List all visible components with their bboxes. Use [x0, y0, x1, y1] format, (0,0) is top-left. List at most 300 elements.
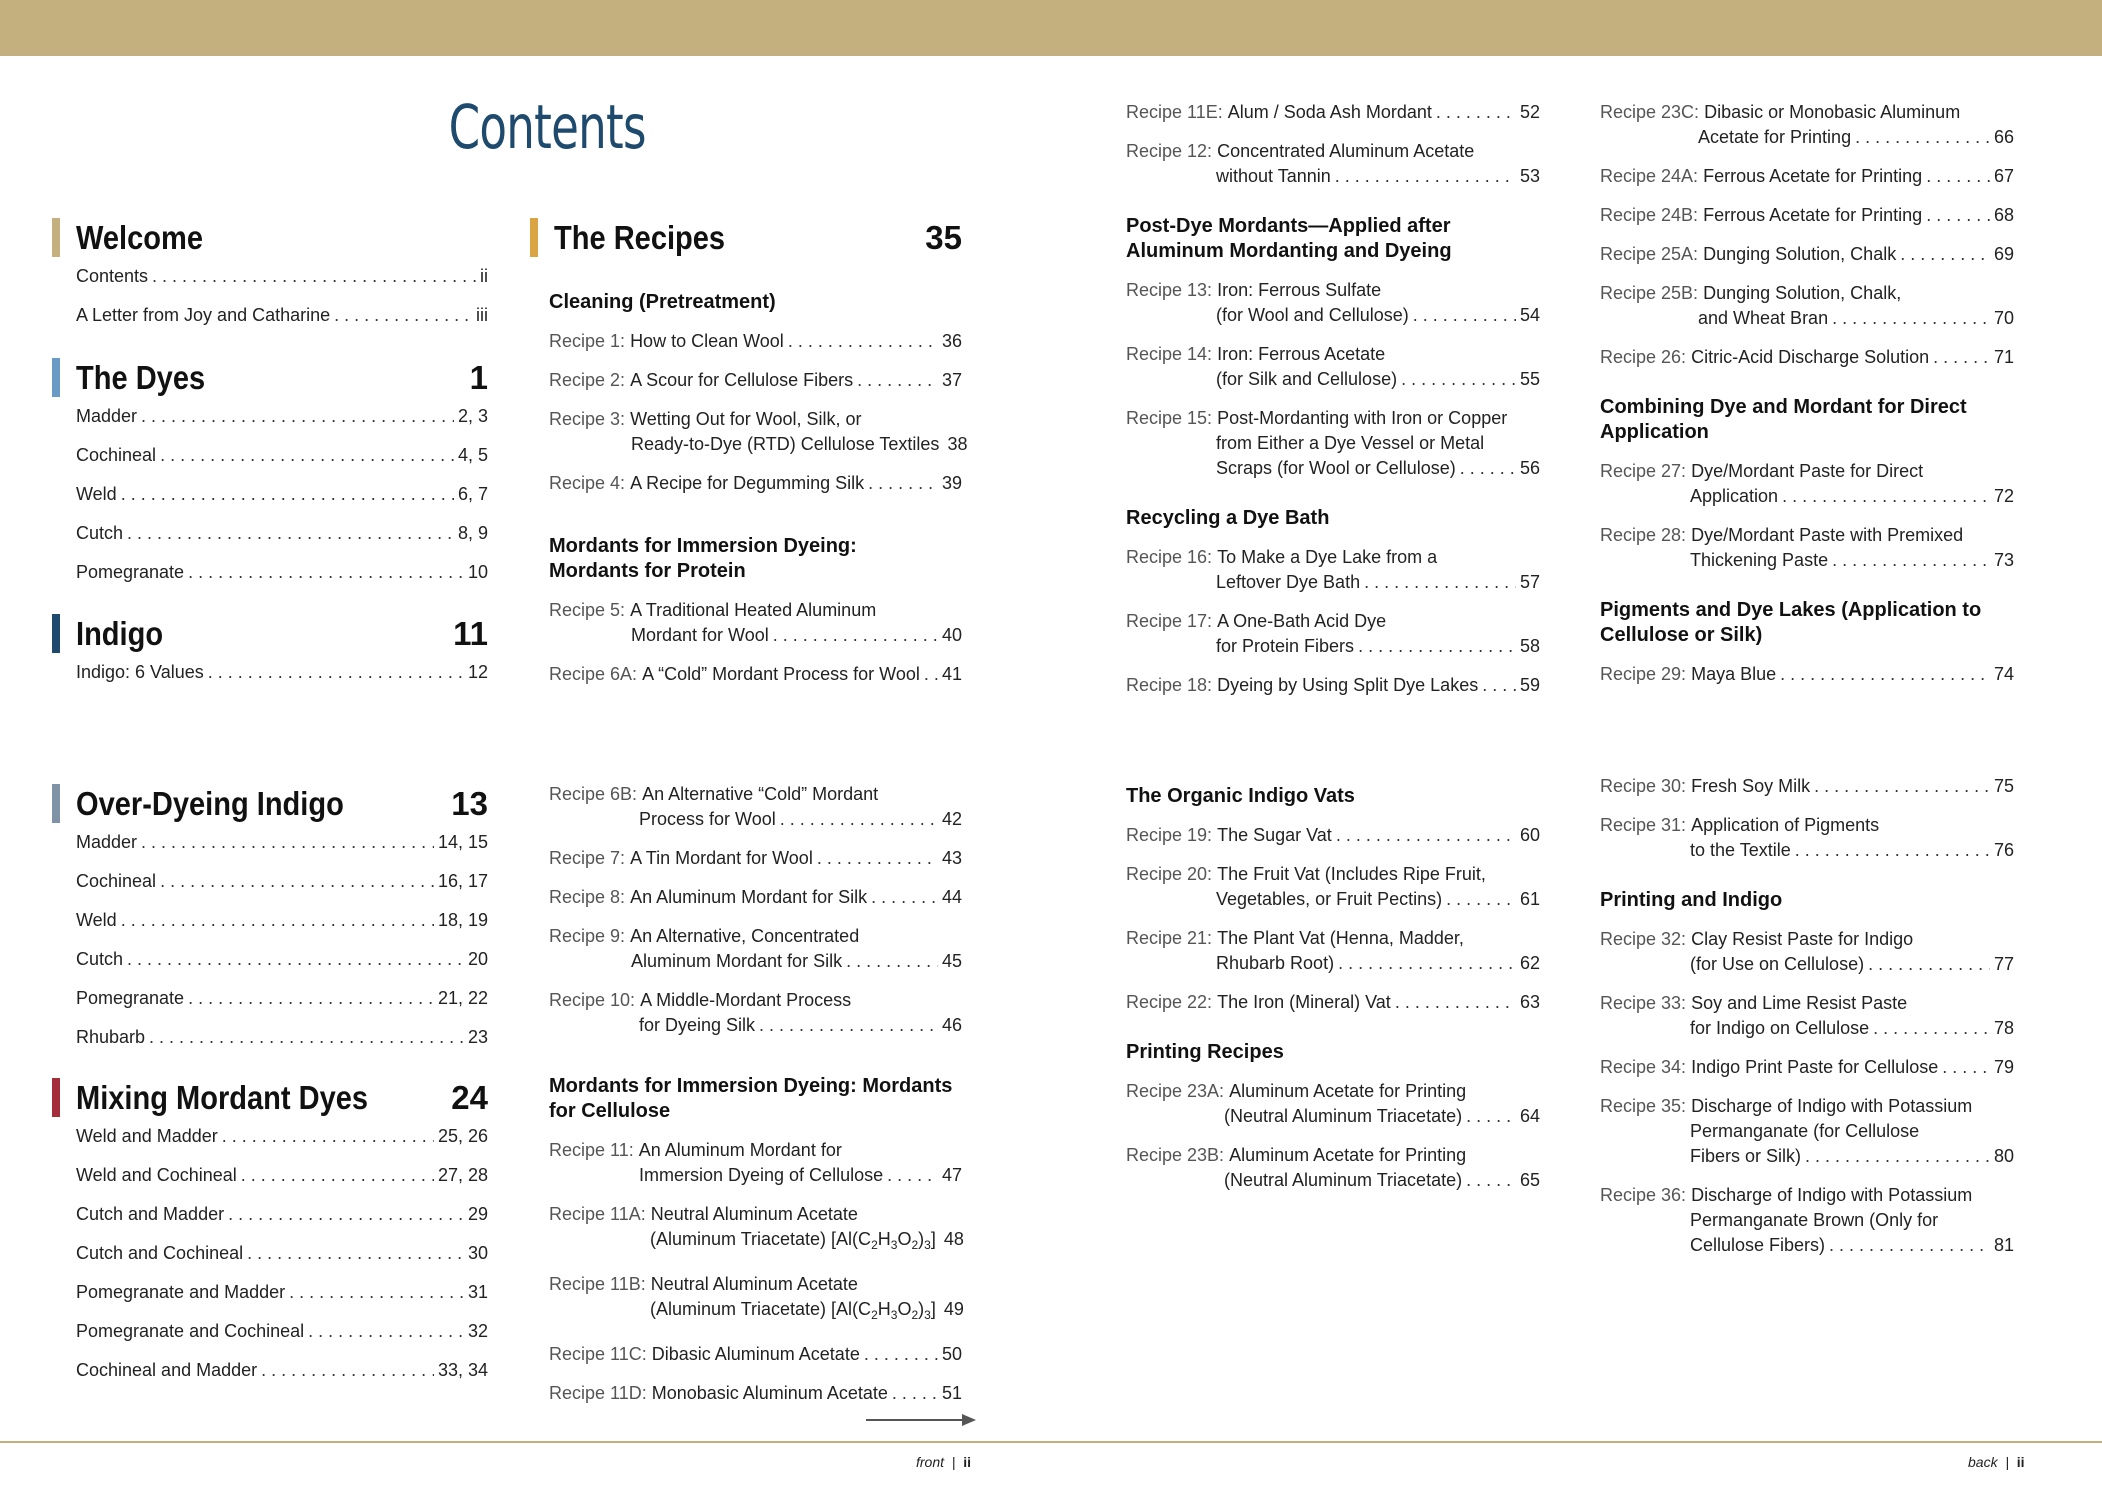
section-header [52, 1078, 488, 1117]
recipe-entry [1600, 662, 2014, 687]
toc-entry [52, 947, 488, 972]
recipe-entry [549, 368, 962, 393]
entry-label: Cutch [76, 949, 124, 969]
heading-pigments-2: Cellulose or Silk) [1600, 624, 1763, 646]
protein-group [549, 534, 962, 687]
recipe-title-continued: for Dyeing Silk [639, 1015, 756, 1035]
footer-right: back | ii [1968, 1454, 2025, 1470]
section-the-dyes-wrap [52, 358, 488, 585]
recipe-title-continued: (for Wool and Cellulose) [1216, 305, 1409, 325]
toc-entry [52, 1280, 488, 1305]
recipe-title-continued: Immersion Dyeing of Cellulose [639, 1165, 884, 1185]
page-number: 47 [941, 1165, 962, 1185]
entry-label: Weld [76, 910, 117, 930]
entry-label: Pomegranate [76, 988, 185, 1008]
recipe-title: A Recipe for Degumming Silk [630, 473, 865, 493]
cellulose-group [549, 1074, 969, 1406]
page-number: 53 [1519, 166, 1540, 186]
continue-arrow-icon [866, 1412, 976, 1428]
recipe-title: A Scour for Cellulose Fibers [630, 370, 854, 390]
entry-label: Pomegranate and Madder [76, 1282, 286, 1302]
heading-combining-1: Combining Dye and Mordant for Direct [1600, 396, 1967, 418]
entry-label: Weld and Cochineal [76, 1165, 237, 1185]
recipe-number: Recipe 34: [1600, 1057, 1687, 1077]
combining-list [1600, 459, 2014, 573]
page-number: 48 [943, 1229, 964, 1249]
recipe-entry [1600, 203, 2014, 228]
recipe-entry [1126, 278, 1540, 328]
page-number: 65 [1519, 1170, 1540, 1190]
recipe-title: A Middle-Mordant Process [640, 990, 852, 1010]
recipe-number: Recipe 26: [1600, 347, 1687, 367]
entry-page: 31 [467, 1282, 488, 1302]
entry-page: 29 [467, 1204, 488, 1224]
recipe-number: Recipe 24A: [1600, 166, 1699, 186]
recipe-title: Citric-Acid Discharge Solution [1691, 347, 1930, 367]
entry-page: 21, 22 [437, 988, 488, 1008]
recipe-entry [549, 598, 962, 648]
entry-label: Weld [76, 484, 117, 504]
entry-page: 12 [467, 662, 488, 682]
recipe-11d [549, 1381, 962, 1406]
page-number: 46 [941, 1015, 962, 1035]
toc-entry [52, 404, 488, 429]
recipe-title: Aluminum Acetate for Printing [1229, 1145, 1467, 1165]
recipe-number: Recipe 14: [1126, 344, 1213, 364]
toc-entry [52, 1319, 488, 1344]
heading-printing-indigo: Printing and Indigo [1600, 889, 1783, 911]
recipe-entry [1600, 345, 2014, 370]
recipe-number: Recipe 15: [1126, 408, 1213, 428]
page-number: 73 [1993, 550, 2014, 570]
toc-entry [52, 1025, 488, 1050]
recipe-number: Recipe 19: [1126, 825, 1213, 845]
recipe-number: Recipe 24B: [1600, 205, 1699, 225]
heading-organic-vats: The Organic Indigo Vats [1126, 785, 1355, 807]
recipe-entry [549, 662, 962, 687]
recipe-number: Recipe 23A: [1126, 1081, 1225, 1101]
recipe-entry [1600, 774, 2014, 799]
recipe-number: Recipe 18: [1126, 675, 1213, 695]
page-number: 72 [1993, 486, 2014, 506]
page-number: 57 [1519, 572, 1540, 592]
recipe-title-continued: Permanganate (for Cellulose [1690, 1121, 1920, 1141]
page-number: 58 [1519, 636, 1540, 656]
recipe-entry [1600, 991, 2014, 1041]
entry-page: 2, 3 [457, 406, 488, 426]
heading-recycling: Recycling a Dye Bath [1126, 507, 1330, 529]
recipe-entry [1126, 609, 1540, 659]
toc-entry [52, 443, 488, 468]
recipe-entry [1600, 1055, 2014, 1080]
section-name: Welcome [76, 218, 203, 256]
entry-label: Weld and Madder [76, 1126, 218, 1146]
recipe-title: An Aluminum Mordant for Silk [630, 887, 868, 907]
recipe-title: An Alternative “Cold” Mordant [642, 784, 879, 804]
recipe-entry [1126, 1079, 1540, 1129]
page-number: 54 [1519, 305, 1540, 325]
toc-entry [52, 660, 488, 685]
page-number: 38 [947, 434, 968, 454]
entry-page: 20 [467, 949, 488, 969]
heading-pigments-1: Pigments and Dye Lakes (Application to [1600, 599, 1982, 621]
entry-label: Rhubarb [76, 1027, 146, 1047]
recipe-entry [549, 407, 968, 457]
section-color-bar [530, 218, 538, 257]
recipe-number: Recipe 16: [1126, 547, 1213, 567]
recipe-title: Dibasic or Monobasic Aluminum [1704, 102, 1961, 122]
recipe-title-continued: Permanganate Brown (Only for [1690, 1210, 1939, 1230]
recipe-number: Recipe 13: [1126, 280, 1213, 300]
recipe-entry [1600, 242, 2014, 267]
recipe-title-continued: to the Textile [1690, 840, 1791, 860]
recipe-title-continued: Aluminum Mordant for Silk [631, 951, 843, 971]
recipe-title: Dibasic Aluminum Acetate [651, 1344, 860, 1364]
recipe-title: Concentrated Aluminum Acetate [1217, 141, 1475, 161]
entry-page: iii [476, 305, 488, 325]
recycling-list [1126, 545, 1540, 698]
section-header [52, 614, 488, 653]
recipes-11e-12 [1126, 100, 1540, 189]
top-color-band [0, 0, 2102, 56]
entry-page: 16, 17 [437, 871, 488, 891]
section-name: Indigo [76, 614, 164, 652]
page-number: 63 [1519, 992, 1540, 1012]
recipe-number: Recipe 1: [549, 331, 626, 351]
heading-cleaning: Cleaning (Pretreatment) [549, 291, 776, 313]
section-items [52, 830, 488, 1050]
page-number: 52 [1519, 102, 1540, 122]
cleaning-group [549, 290, 968, 496]
recipe-title: Alum / Soda Ash Mordant [1227, 102, 1432, 122]
section-header [52, 784, 488, 823]
recipe-entry [1126, 990, 1540, 1015]
recipe-number: Recipe 35: [1600, 1096, 1687, 1116]
entry-page: 10 [467, 562, 488, 582]
entry-page: 4, 5 [457, 445, 488, 465]
entry-label: Pomegranate and Cochineal [76, 1321, 305, 1341]
recipe-title-continued: and Wheat Bran [1698, 308, 1829, 328]
recipe-title: The Fruit Vat (Includes Ripe Fruit, [1217, 864, 1486, 884]
recipe-number: Recipe 30: [1600, 776, 1687, 796]
recipe-number: Recipe 25B: [1600, 283, 1699, 303]
entry-page: ii [480, 266, 488, 286]
entry-label: Cochineal [76, 871, 157, 891]
heading-combining-2: Application [1600, 421, 1709, 443]
protein-list-b [549, 782, 962, 1038]
page-number: 70 [1993, 308, 2014, 328]
section-color-bar [52, 784, 60, 823]
section-items [52, 660, 488, 685]
recipe-entry [1126, 342, 1540, 392]
column-4 [1600, 100, 2014, 687]
recipe-entry [1126, 1143, 1540, 1193]
entry-page: 32 [467, 1321, 488, 1341]
toc-entry [52, 1124, 488, 1149]
entry-label: Cochineal and Madder [76, 1360, 258, 1380]
recipe-title: A “Cold” Mordant Process for Wool [642, 664, 920, 684]
recipe-title: The Plant Vat (Henna, Madder, [1217, 928, 1464, 948]
recipe-title: An Aluminum Mordant for [638, 1140, 842, 1160]
recipe-entry [1600, 523, 2014, 573]
recipe-number: Recipe 27: [1600, 461, 1687, 481]
page-number: 68 [1993, 205, 2014, 225]
section-color-bar [52, 614, 60, 653]
recipe-entry [549, 924, 962, 974]
heading-cellulose-2: for Cellulose [549, 1100, 671, 1122]
section-welcome [52, 218, 488, 328]
recipe-title: Ferrous Acetate for Printing [1703, 166, 1923, 186]
section-items [52, 404, 488, 585]
section-items [52, 1124, 488, 1383]
page-number: 36 [941, 331, 962, 351]
page-number: 56 [1519, 458, 1540, 478]
section-page: 1 [469, 358, 488, 396]
page-number: 60 [1519, 825, 1540, 845]
pigments-list-continued [1600, 774, 2014, 863]
heading-post-dye-2: Aluminum Mordanting and Dyeing [1126, 240, 1452, 262]
recipe-number: Recipe 11E: [1126, 102, 1223, 122]
recipe-title-continued: Process for Wool [639, 809, 776, 829]
recipe-entry [549, 329, 962, 354]
page-number: 62 [1519, 953, 1540, 973]
toc-entry [52, 264, 488, 289]
section-name: Mixing Mordant Dyes [76, 1078, 369, 1116]
recipe-title-continued: Rhubarb Root) [1216, 953, 1335, 973]
section-over-dyeing-wrap [52, 784, 488, 1050]
recipe-title: Aluminum Acetate for Printing [1229, 1081, 1467, 1101]
recipe-entry [1600, 459, 2014, 509]
page-number: 44 [941, 887, 962, 907]
page-number: 59 [1519, 675, 1540, 695]
recipe-title-continued: Acetate for Printing [1698, 127, 1852, 147]
page-number: 41 [941, 664, 962, 684]
recipe-entry [549, 1138, 962, 1188]
toc-entry [52, 521, 488, 546]
recipes-23c-26 [1600, 100, 2014, 370]
page-number: 71 [1993, 347, 2014, 367]
page-number: 40 [941, 625, 962, 645]
page-number: 80 [1993, 1146, 2014, 1166]
page-number: 37 [941, 370, 962, 390]
recipe-number: Recipe 12: [1126, 141, 1213, 161]
recipe-number: Recipe 9: [549, 926, 626, 946]
recipe-number: Recipe 17: [1126, 611, 1213, 631]
recipe-number: Recipe 23C: [1600, 102, 1700, 122]
recipe-title: How to Clean Wool [630, 331, 784, 351]
page-number: 66 [1993, 127, 2014, 147]
recipe-title: Dye/Mordant Paste with Premixed [1691, 525, 1964, 545]
section-name: The Dyes [76, 358, 206, 396]
recipe-title: A Tin Mordant for Wool [630, 848, 813, 868]
recipe-entry [1126, 823, 1540, 848]
recipe-title-continued: Thickening Paste [1690, 550, 1829, 570]
entry-page: 27, 28 [437, 1165, 488, 1185]
recipe-title: Monobasic Aluminum Acetate [651, 1383, 888, 1403]
recipe-number: Recipe 7: [549, 848, 626, 868]
toc-entry [52, 830, 488, 855]
recipe-title: The Iron (Mineral) Vat [1217, 992, 1391, 1012]
section-page: 35 [925, 218, 962, 256]
protein-list-a [549, 598, 962, 687]
page-number: 79 [1993, 1057, 2014, 1077]
organic-vats-list [1126, 823, 1540, 1015]
section-over-dyeing-indigo [52, 784, 488, 1050]
entry-label: Cutch and Cochineal [76, 1243, 244, 1263]
recipe-number: Recipe 10: [549, 990, 636, 1010]
recipe-title-continued: Cellulose Fibers) [1690, 1235, 1826, 1255]
recipe-entry [549, 1381, 962, 1406]
recipe-title-continued: (for Silk and Cellulose) [1216, 369, 1398, 389]
recipe-number: Recipe 4: [549, 473, 626, 493]
recipe-title-continued: Ready-to-Dye (RTD) Cellulose Textiles [631, 434, 940, 454]
section-mixing-mordant-dyes [52, 1078, 488, 1383]
heading-protein-1: Mordants for Immersion Dyeing: [549, 535, 857, 557]
recipe-entry [1600, 164, 2014, 189]
recipe-title: Ferrous Acetate for Printing [1703, 205, 1923, 225]
recipes-section-header [530, 218, 962, 257]
entry-page: 33, 34 [437, 1360, 488, 1380]
recipe-number: Recipe 21: [1126, 928, 1213, 948]
page-number: 64 [1519, 1106, 1540, 1126]
section-header [52, 358, 488, 397]
recipe-title: Dyeing by Using Split Dye Lakes [1217, 675, 1479, 695]
recipe-number: Recipe 25A: [1600, 244, 1699, 264]
recipe-title: Application of Pigments [1691, 815, 1880, 835]
recipe-number: Recipe 6B: [549, 784, 638, 804]
recipe-title: Maya Blue [1691, 664, 1777, 684]
recipe-11a: Recipe 11A: Neutral Aluminum Acetate (Aluminum Triacetate) $[Al(C_2H_3O_2)_3]$ 48 [549, 1204, 964, 1252]
recipe-entry [549, 782, 962, 832]
page-number: 75 [1993, 776, 2014, 796]
toc-entry [52, 908, 488, 933]
recipe-11c [549, 1342, 962, 1367]
page-number: 61 [1519, 889, 1540, 909]
recipe-title-continued: for Indigo on Cellulose [1690, 1018, 1870, 1038]
entry-label: Madder [76, 832, 138, 852]
recipe-number: Recipe 6A: [549, 664, 638, 684]
section-name: Over-Dyeing Indigo [76, 784, 344, 822]
recipe-title: The Sugar Vat [1217, 825, 1332, 845]
recipe-number: Recipe 3: [549, 409, 626, 429]
recipe-title-continued: without Tannin [1216, 166, 1331, 186]
page-number: 77 [1993, 954, 2014, 974]
entry-page: 18, 19 [437, 910, 488, 930]
section-indigo [52, 614, 488, 685]
recipe-title-continued: Scraps (for Wool or Cellulose) [1216, 458, 1456, 478]
column-3 [1126, 100, 1540, 698]
column-3-lower [1126, 784, 1540, 1193]
heading-cellulose-1: Mordants for Immersion Dyeing: Mordants [549, 1075, 953, 1097]
toc-entry [52, 303, 488, 328]
section-items [52, 264, 488, 328]
footer-left: front | ii [916, 1454, 971, 1470]
recipe-entry [1126, 862, 1540, 912]
recipe-number: Recipe 22: [1126, 992, 1213, 1012]
recipe-entry [1600, 927, 2014, 977]
recipe-title: Wetting Out for Wool, Silk, or [630, 409, 862, 429]
page-number: 69 [1993, 244, 2014, 264]
section-mixing-wrap [52, 1078, 488, 1383]
heading-printing-recipes: Printing Recipes [1126, 1041, 1284, 1063]
entry-label: Contents [76, 266, 149, 286]
entry-label: Madder [76, 406, 138, 426]
page-number: 39 [941, 473, 962, 493]
recipe-entry [549, 471, 962, 496]
recipe-title-continued: Leftover Dye Bath [1216, 572, 1361, 592]
recipe-title-continued: (Neutral Aluminum Triacetate) [1224, 1170, 1463, 1190]
printing-recipes-list [1126, 1079, 1540, 1193]
recipe-title: Discharge of Indigo with Potassium [1691, 1096, 1973, 1116]
page-number: 43 [941, 848, 962, 868]
recipe-title: Dunging Solution, Chalk [1703, 244, 1897, 264]
recipe-title-continued: from Either a Dye Vessel or Metal [1216, 433, 1485, 453]
section-page: 11 [453, 614, 488, 652]
recipe-number: Recipe 23B: [1126, 1145, 1225, 1165]
recipe-number: Recipe 11C: [549, 1344, 647, 1364]
section-header [52, 218, 488, 257]
recipe-title: Discharge of Indigo with Potassium [1691, 1185, 1973, 1205]
recipe-entry [1600, 813, 2014, 863]
recipe-title-continued: Vegetables, or Fruit Pectins) [1216, 889, 1443, 909]
toc-entry [52, 986, 488, 1011]
recipe-title: Iron: Ferrous Acetate [1217, 344, 1386, 364]
page-number: 55 [1519, 369, 1540, 389]
entry-label: Cutch [76, 523, 124, 543]
toc-entry [52, 1163, 488, 1188]
section-color-bar [52, 218, 60, 257]
recipe-title: A One-Bath Acid Dye [1217, 611, 1387, 631]
recipe-entry [1600, 100, 2014, 150]
recipe-number: Recipe 20: [1126, 864, 1213, 884]
heading-protein-2: Mordants for Protein [549, 560, 746, 582]
entry-page: 23 [467, 1027, 488, 1047]
page-number: 51 [941, 1383, 962, 1403]
section-color-bar [52, 1078, 60, 1117]
recipe-number: Recipe 29: [1600, 664, 1687, 684]
toc-entry [52, 482, 488, 507]
recipe-title: Post-Mordanting with Iron or Copper [1217, 408, 1508, 428]
page-number: 67 [1993, 166, 2014, 186]
left-column [52, 218, 488, 328]
bottom-rule [0, 1441, 2102, 1443]
recipe-title: Soy and Lime Resist Paste [1691, 993, 1908, 1013]
cleaning-list [549, 329, 968, 496]
entry-page: 25, 26 [437, 1126, 488, 1146]
heading-post-dye-1: Post-Dye Mordants—Applied after [1126, 215, 1451, 237]
page-number: 49 [943, 1299, 964, 1319]
toc-entry [52, 560, 488, 585]
recipe-entry [1600, 281, 2014, 331]
page-number: 76 [1993, 840, 2014, 860]
protein-group-continued [549, 782, 962, 1038]
recipe-title: Indigo Print Paste for Cellulose [1691, 1057, 1939, 1077]
recipe-entry [1600, 1094, 2014, 1169]
entry-page: 6, 7 [457, 484, 488, 504]
recipe-entry [1126, 545, 1540, 595]
page-title: Contents [448, 92, 646, 163]
recipe-number: Recipe 11: [549, 1140, 634, 1160]
toc-entry [52, 1358, 488, 1383]
recipe-11b: Recipe 11B: Neutral Aluminum Acetate (Aluminum Triacetate) $[Al(C_2H_3O_2)_3]$ 49 [549, 1274, 964, 1322]
section-color-bar [52, 358, 60, 397]
recipe-title-continued: Application [1690, 486, 1779, 506]
recipe-number: Recipe 11D: [549, 1383, 647, 1403]
section-page: 13 [451, 784, 488, 822]
page-number: 42 [941, 809, 962, 829]
entry-label: Pomegranate [76, 562, 185, 582]
entry-label: Cochineal [76, 445, 157, 465]
